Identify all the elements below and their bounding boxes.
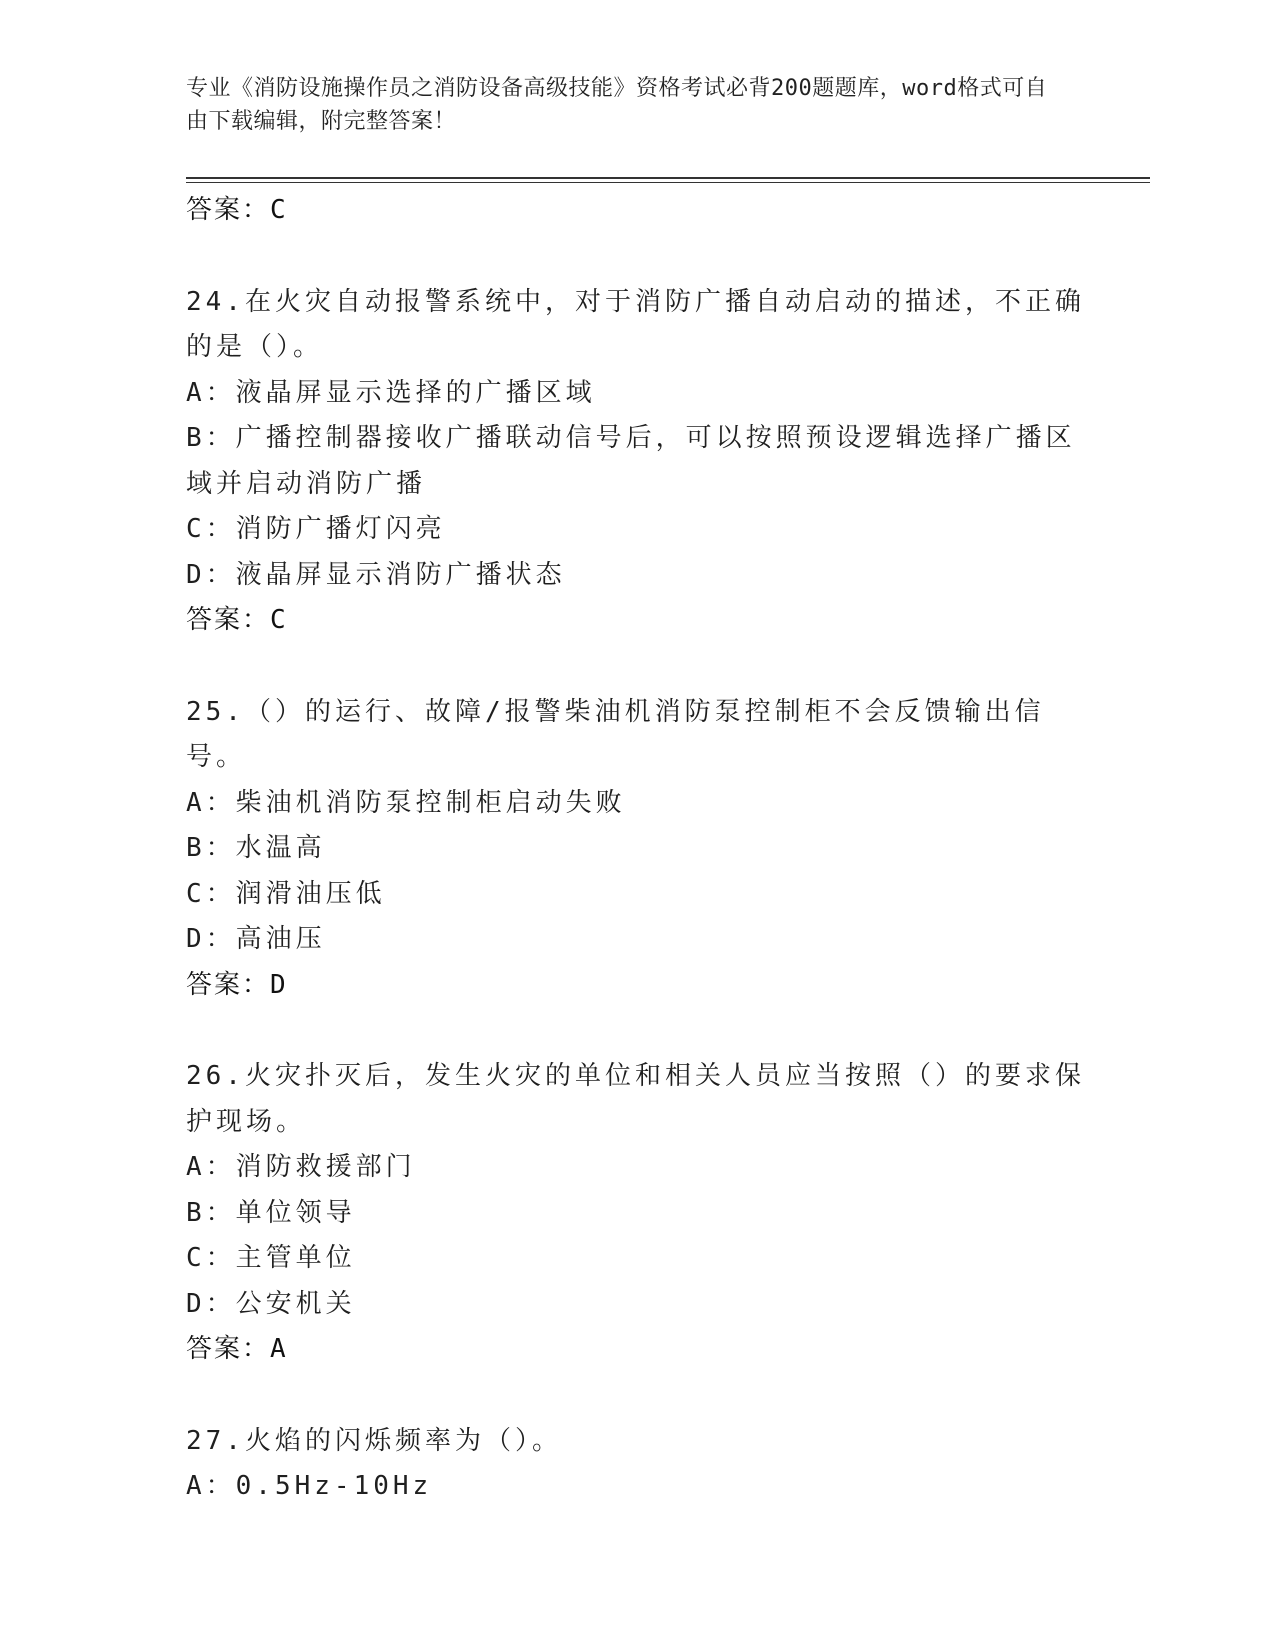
answer-25: 答案：D bbox=[186, 969, 288, 1000]
spacer bbox=[186, 1373, 1086, 1419]
document-header: 专业《消防设施操作员之消防设备高级技能》资格考试必背200题题库，word格式可自由下载编辑，附完整答案！ bbox=[186, 76, 1048, 134]
question-block-27 bbox=[186, 1419, 1086, 1510]
option-25-c: C：润滑油压低 bbox=[186, 878, 386, 909]
option-25-d: D：高油压 bbox=[186, 924, 326, 954]
option-24-b: B：广播控制器接收广播联动信号后，可以按照预设逻辑选择广播区域并启动消防广播 bbox=[186, 423, 1076, 499]
option-25-a: A：柴油机消防泵控制柜启动失败 bbox=[186, 787, 626, 818]
spacer bbox=[186, 1008, 1086, 1054]
question-block-25 bbox=[186, 690, 1086, 1009]
option-27-a: A：0.5Hz-10Hz bbox=[186, 1471, 433, 1501]
question-block-26 bbox=[186, 1054, 1086, 1373]
question-25-text: 25.（）的运行、故障/报警柴油机消防泵控制柜不会反馈输出信号。 bbox=[186, 696, 1045, 772]
question-24-text: 24.在火灾自动报警系统中，对于消防广播自动启动的描述，不正确的是（）。 bbox=[186, 286, 1085, 362]
option-26-d: D：公安机关 bbox=[186, 1288, 356, 1319]
option-25-b: B：水温高 bbox=[186, 833, 326, 863]
question-block-23 bbox=[186, 188, 1086, 234]
spacer bbox=[186, 644, 1086, 690]
question-block-24 bbox=[186, 280, 1086, 644]
header-rule-thick bbox=[186, 177, 1150, 179]
option-24-d: D：液晶屏显示消防广播状态 bbox=[186, 559, 566, 590]
question-26-text: 26.火灾扑灭后，发生火灾的单位和相关人员应当按照（）的要求保护现场。 bbox=[186, 1061, 1085, 1137]
option-26-a: A：消防救援部门 bbox=[186, 1152, 416, 1182]
header-rule-thin bbox=[186, 182, 1150, 183]
option-26-c: C：主管单位 bbox=[186, 1243, 356, 1273]
answer-26: 答案：A bbox=[186, 1334, 288, 1364]
answer-24: 答案：C bbox=[186, 605, 288, 635]
option-24-a: A：液晶屏显示选择的广播区域 bbox=[186, 377, 596, 408]
option-26-b: B：单位领导 bbox=[186, 1197, 356, 1228]
spacer bbox=[186, 234, 1086, 280]
question-list bbox=[186, 188, 1086, 1510]
option-24-c: C：消防广播灯闪亮 bbox=[186, 514, 446, 544]
answer-23: 答案：C bbox=[186, 195, 288, 225]
question-27-text: 27.火焰的闪烁频率为（）。 bbox=[186, 1425, 562, 1456]
